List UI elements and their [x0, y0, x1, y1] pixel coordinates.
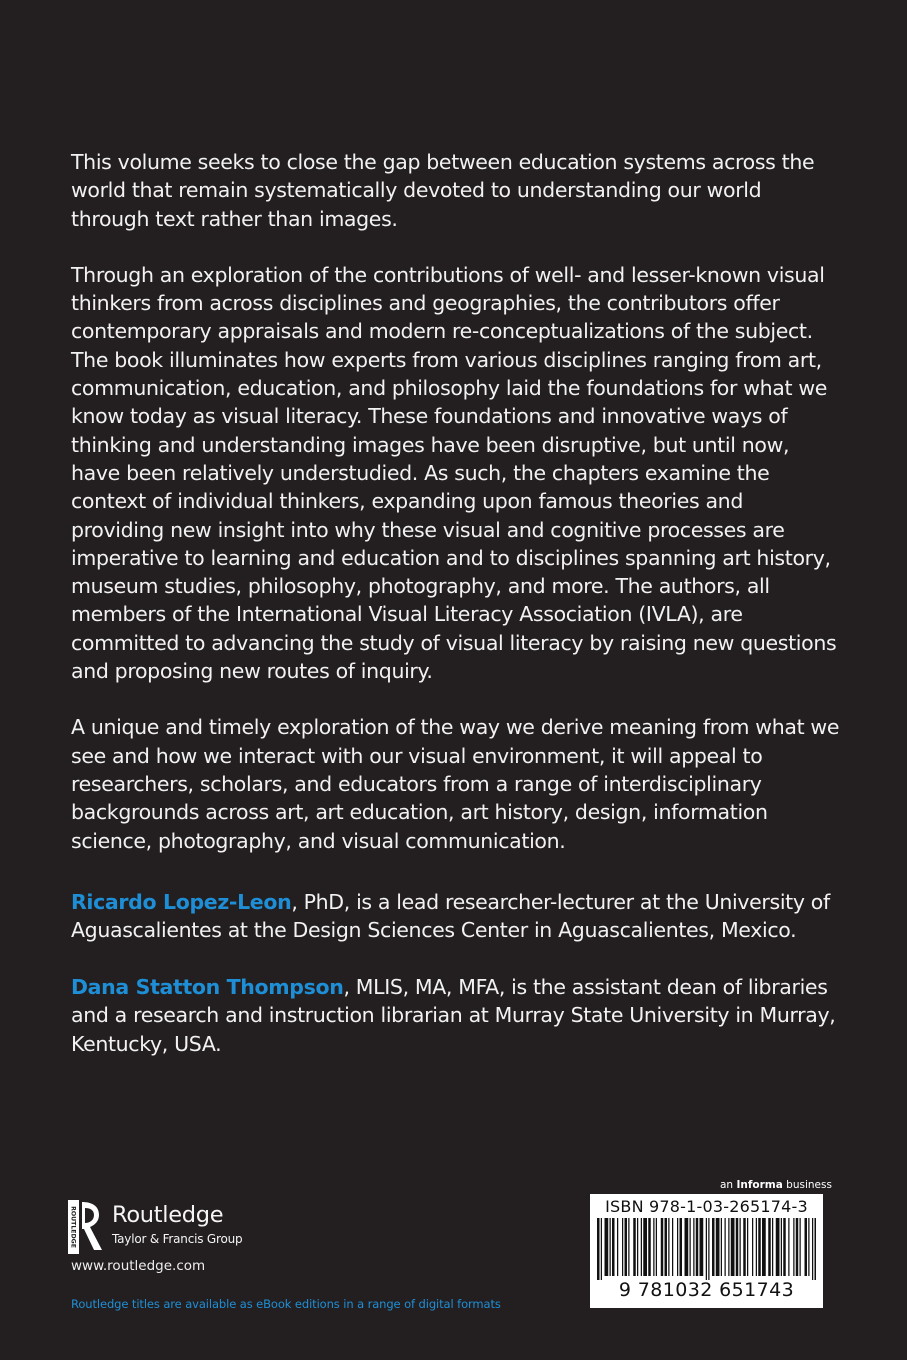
blurb [71, 148, 841, 883]
author-name-1: Ricardo Lopez-Leon [71, 890, 292, 914]
barcode-bar [643, 1218, 647, 1276]
barcode-bar [648, 1218, 651, 1276]
barcode-bar [796, 1218, 799, 1276]
author-bio-text-1: , PhD, is a lead researcher-lecturer at the University of Aguascalientes at the Design Sciences Center in Aguascalientes, Mexico. [71, 890, 830, 943]
barcode-bar [617, 1218, 618, 1276]
barcode-digits: 9 781032 651743 [618, 1279, 795, 1301]
barcode-bar [637, 1218, 638, 1276]
barcode-box [590, 1194, 823, 1308]
barcode-bar [685, 1218, 689, 1276]
barcode-bar [752, 1218, 753, 1276]
logo-vertical-text: ROUTLEDGE [69, 1206, 77, 1248]
barcode-bar [716, 1218, 720, 1276]
barcode-bar [668, 1218, 669, 1276]
author-bio-1 [71, 888, 841, 945]
barcode-bar [700, 1218, 704, 1276]
barcode-bar [762, 1218, 766, 1276]
publisher-logo [68, 1200, 268, 1255]
barcode-bar [808, 1218, 809, 1276]
author-bio-2 [71, 973, 841, 1058]
barcode-bar [805, 1218, 808, 1276]
barcode-bar [815, 1218, 817, 1280]
barcode-bar [776, 1218, 780, 1276]
barcode-bar [656, 1218, 657, 1276]
barcode-bar [781, 1218, 782, 1276]
barcode-bar [622, 1218, 623, 1276]
barcode-icon [597, 1218, 816, 1280]
barcode-bar [783, 1218, 786, 1276]
barcode-bar [793, 1218, 794, 1276]
barcode-bar [690, 1218, 691, 1276]
informa-business-label [720, 1179, 832, 1191]
barcode-bar [628, 1218, 629, 1276]
barcode-bar [597, 1218, 600, 1280]
barcode-bar [725, 1218, 726, 1276]
barcode-bar [728, 1218, 729, 1276]
barcode-bar [756, 1218, 757, 1276]
informa-prefix: an [720, 1179, 737, 1191]
barcode-bar [721, 1218, 722, 1276]
barcode-bar [736, 1218, 739, 1276]
barcode-bar [800, 1218, 801, 1276]
barcode-bar [601, 1218, 602, 1280]
publisher-website: www.routledge.com [71, 1258, 206, 1274]
ebook-note: Routledge titles are available as eBook editions in a range of digital formats [71, 1297, 501, 1311]
barcode-bar [610, 1218, 611, 1276]
barcode-bar [772, 1218, 773, 1276]
barcode-bar [677, 1218, 678, 1276]
author-name-2: Dana Statton Thompson [71, 975, 344, 999]
barcode-bar [625, 1218, 628, 1276]
isbn-label: ISBN 978-1-03-265174-3 [605, 1197, 808, 1216]
barcode-bar [712, 1218, 715, 1276]
barcode-bar [812, 1218, 813, 1280]
author-bio-text-2: , MLIS, MA, MFA, is the assistant dean of libraries and a research and instruction librarian at Murray State University in Murray, Kentucky, USA. [71, 975, 836, 1056]
blurb-paragraph-2: Through an exploration of the contributions of well- and lesser-known visual thinkers from across disciplines and geographies, the contributors offer contemporary appraisals and modern re-conceptualizations of the subject. The book illuminates how experts from various disciplines ranging from art, communication, education, and philosophy laid the foundations for what we know today as visual literacy. These foundations and innovative ways of thinking and understanding images have been disruptive, but until now, have been relatively understudied. As such, the chapters examine the context of individual thinkers, expanding upon famous theories and providing new insight into why these visual and cognitive processes are imperative to learning and education and to disciplines spanning art history, museum studies, philosophy, photography, and more. The authors, all members of the International Visual Literacy Association (IVLA), are committed to advancing the study of visual literacy by raising new questions and proposing new routes of inquiry. [71, 262, 837, 684]
informa-suffix: business [782, 1179, 832, 1191]
barcode-bar [696, 1218, 699, 1276]
barcode-bar [788, 1218, 789, 1276]
barcode-bar [768, 1218, 771, 1276]
publisher-group: Taylor & Francis Group [112, 1232, 243, 1246]
barcode-bar [661, 1218, 664, 1276]
barcode-bar [605, 1218, 609, 1276]
barcode-bar [743, 1218, 746, 1276]
barcode-bar [612, 1218, 615, 1276]
barcode-bar [633, 1218, 636, 1276]
barcode-bar [747, 1218, 748, 1276]
barcode-bar [740, 1218, 741, 1276]
barcode-bar [706, 1218, 707, 1280]
barcode-bar [758, 1218, 761, 1276]
barcode-bar [680, 1218, 683, 1276]
barcode-bar [672, 1218, 673, 1276]
barcode-bar [641, 1218, 642, 1276]
publisher-name: Routledge [112, 1202, 224, 1228]
blurb-paragraph-3: A unique and timely exploration of the way we derive meaning from what we see and how we interact with our visual environment, it will appeal to researchers, scholars, and educators from a range of interdisciplinary backgrounds across art, art education, art history, design, information science, photography, and visual communication. [71, 715, 840, 853]
blurb-paragraph-1: This volume seeks to close the gap between education systems across the world that remain systematically devoted to understanding our world through text rather than images. [71, 150, 815, 231]
barcode-bar [693, 1218, 694, 1276]
barcode-bar [653, 1218, 654, 1276]
routledge-logo-icon [68, 1200, 106, 1254]
barcode-bar [708, 1218, 709, 1280]
barcode-bar [731, 1218, 735, 1276]
informa-bold: Informa [736, 1179, 783, 1191]
barcode-bar [665, 1218, 668, 1276]
